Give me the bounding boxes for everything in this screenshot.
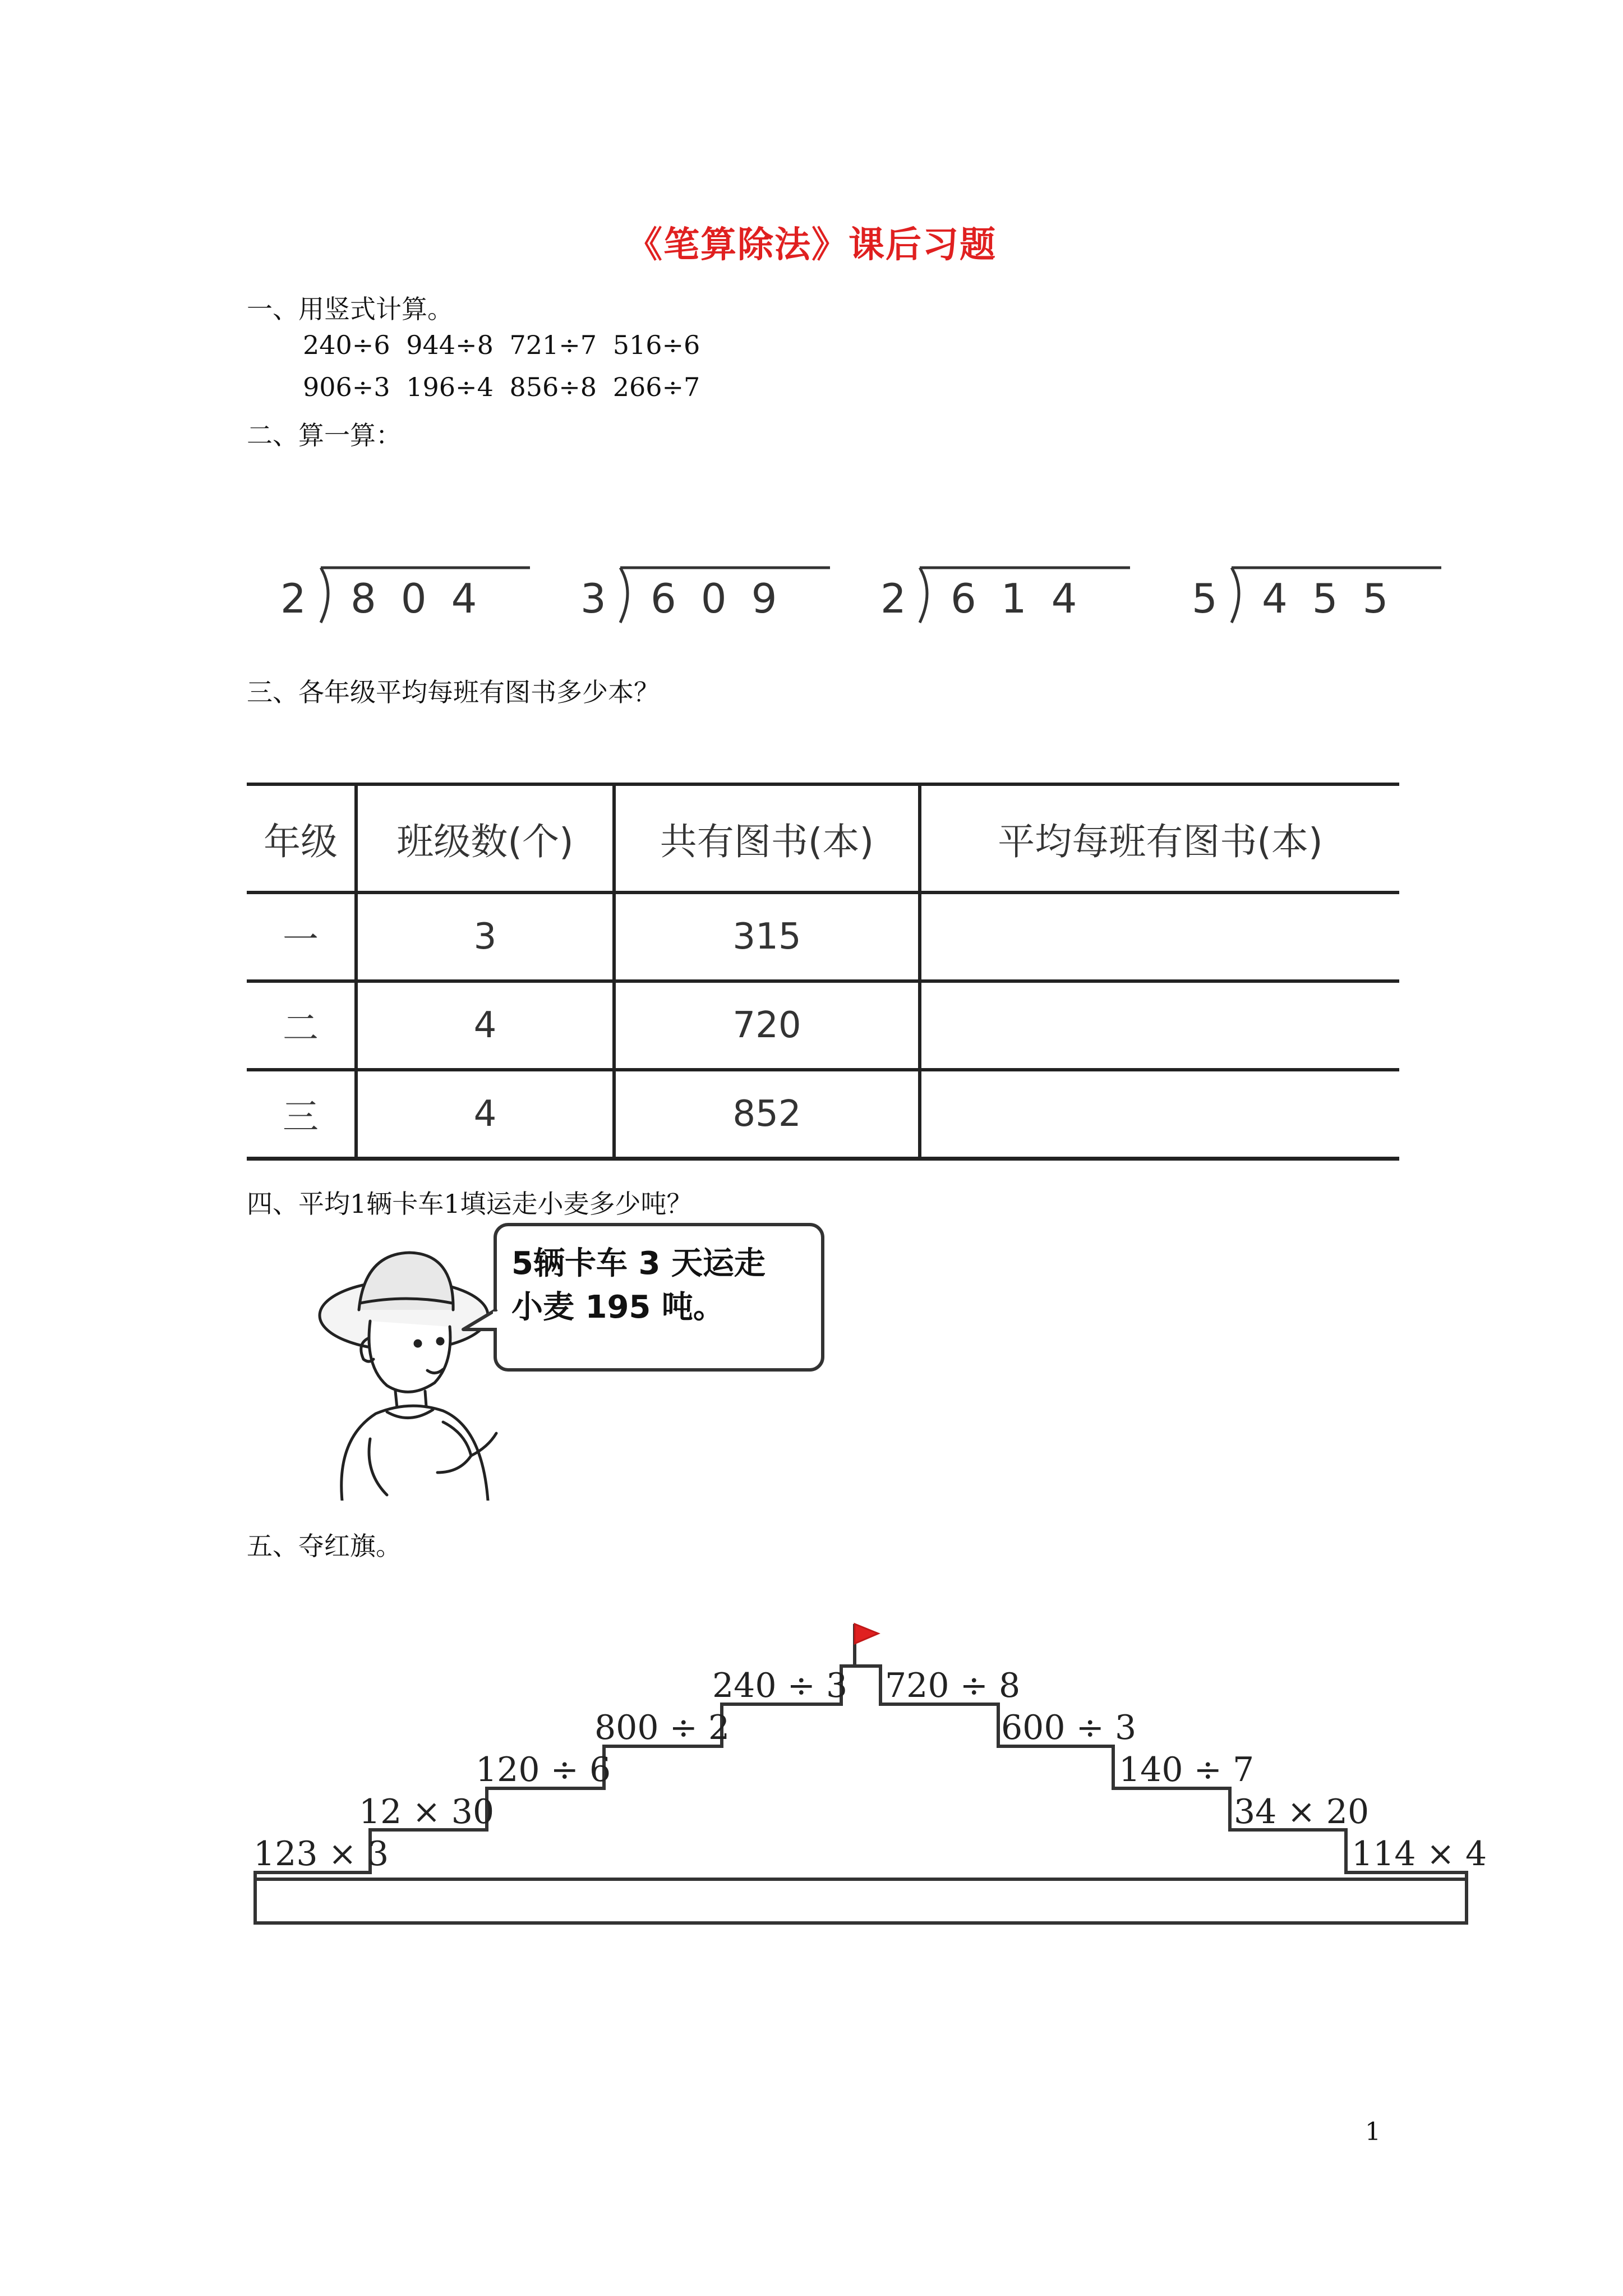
dividend: 455 bbox=[1262, 575, 1413, 622]
divisor: 3 bbox=[580, 575, 606, 622]
table-cell: 3 bbox=[356, 892, 614, 981]
table-cell: 720 bbox=[614, 981, 920, 1070]
section-4-heading: 四、平均1辆卡车1填运走小麦多少吨？ bbox=[247, 1189, 693, 1219]
page-number: 1 bbox=[1365, 2118, 1381, 2146]
table-cell: 852 bbox=[614, 1070, 920, 1159]
step-left: 120 ÷ 6 bbox=[476, 1750, 611, 1789]
column-header: 班级数(个) bbox=[356, 784, 614, 892]
step-left: 800 ÷ 2 bbox=[594, 1708, 730, 1747]
table-cell: 二 bbox=[247, 981, 356, 1070]
step-right: 140 ÷ 7 bbox=[1119, 1750, 1255, 1789]
bubble-line: 小麦 195 吨。 bbox=[511, 1289, 725, 1326]
speech-bubble bbox=[494, 1223, 824, 1372]
step-left: 12 × 30 bbox=[359, 1792, 495, 1832]
table-cell: 315 bbox=[614, 892, 920, 981]
books-table bbox=[247, 783, 1399, 1161]
answer-cell[interactable] bbox=[920, 1070, 1399, 1159]
table-cell: 一 bbox=[247, 892, 356, 981]
dividend: 609 bbox=[651, 575, 802, 622]
table-cell: 4 bbox=[356, 981, 614, 1070]
step-right: 600 ÷ 3 bbox=[1001, 1708, 1137, 1747]
answer-cell[interactable] bbox=[920, 892, 1399, 981]
staircase-diagram bbox=[0, 1599, 1623, 1935]
table-cell: 4 bbox=[356, 1070, 614, 1159]
exercise-line: 906÷3 196÷4 856÷8 266÷7 bbox=[303, 372, 700, 402]
step-right: 114 × 4 bbox=[1352, 1834, 1487, 1874]
section-2-heading: 二、算一算： bbox=[247, 420, 402, 450]
column-header: 共有图书(本) bbox=[614, 784, 920, 892]
dividend: 614 bbox=[951, 575, 1102, 622]
section-5-heading: 五、夺红旗。 bbox=[247, 1531, 402, 1561]
section-1-heading: 一、用竖式计算。 bbox=[247, 294, 453, 324]
table-row bbox=[247, 981, 1399, 1070]
divisor: 5 bbox=[1192, 575, 1218, 622]
divisor: 2 bbox=[880, 575, 906, 622]
column-header: 平均每班有图书(本) bbox=[920, 784, 1399, 892]
exercise-line: 240÷6 944÷8 721÷7 516÷6 bbox=[303, 330, 700, 360]
red-flag-icon bbox=[855, 1624, 878, 1644]
page-title: 《笔算除法》课后习题 bbox=[626, 224, 997, 266]
table-row bbox=[247, 1070, 1399, 1159]
divisor: 2 bbox=[280, 575, 306, 622]
step-left: 123 × 3 bbox=[253, 1834, 389, 1874]
step-right: 34 × 20 bbox=[1234, 1792, 1370, 1832]
answer-cell[interactable] bbox=[920, 981, 1399, 1070]
table-row bbox=[247, 892, 1399, 981]
step-right: 720 ÷ 8 bbox=[885, 1666, 1021, 1705]
section-3-heading: 三、各年级平均每班有图书多少本？ bbox=[247, 677, 660, 707]
step-left: 240 ÷ 3 bbox=[712, 1666, 848, 1705]
bubble-tail bbox=[460, 1307, 499, 1341]
bubble-line: 5辆卡车 3 天运走 bbox=[511, 1245, 766, 1282]
table-header-row bbox=[247, 784, 1399, 892]
long-division-brackets bbox=[0, 0, 1623, 645]
dividend: 804 bbox=[351, 575, 502, 622]
table-cell: 三 bbox=[247, 1070, 356, 1159]
column-header: 年级 bbox=[247, 784, 356, 892]
